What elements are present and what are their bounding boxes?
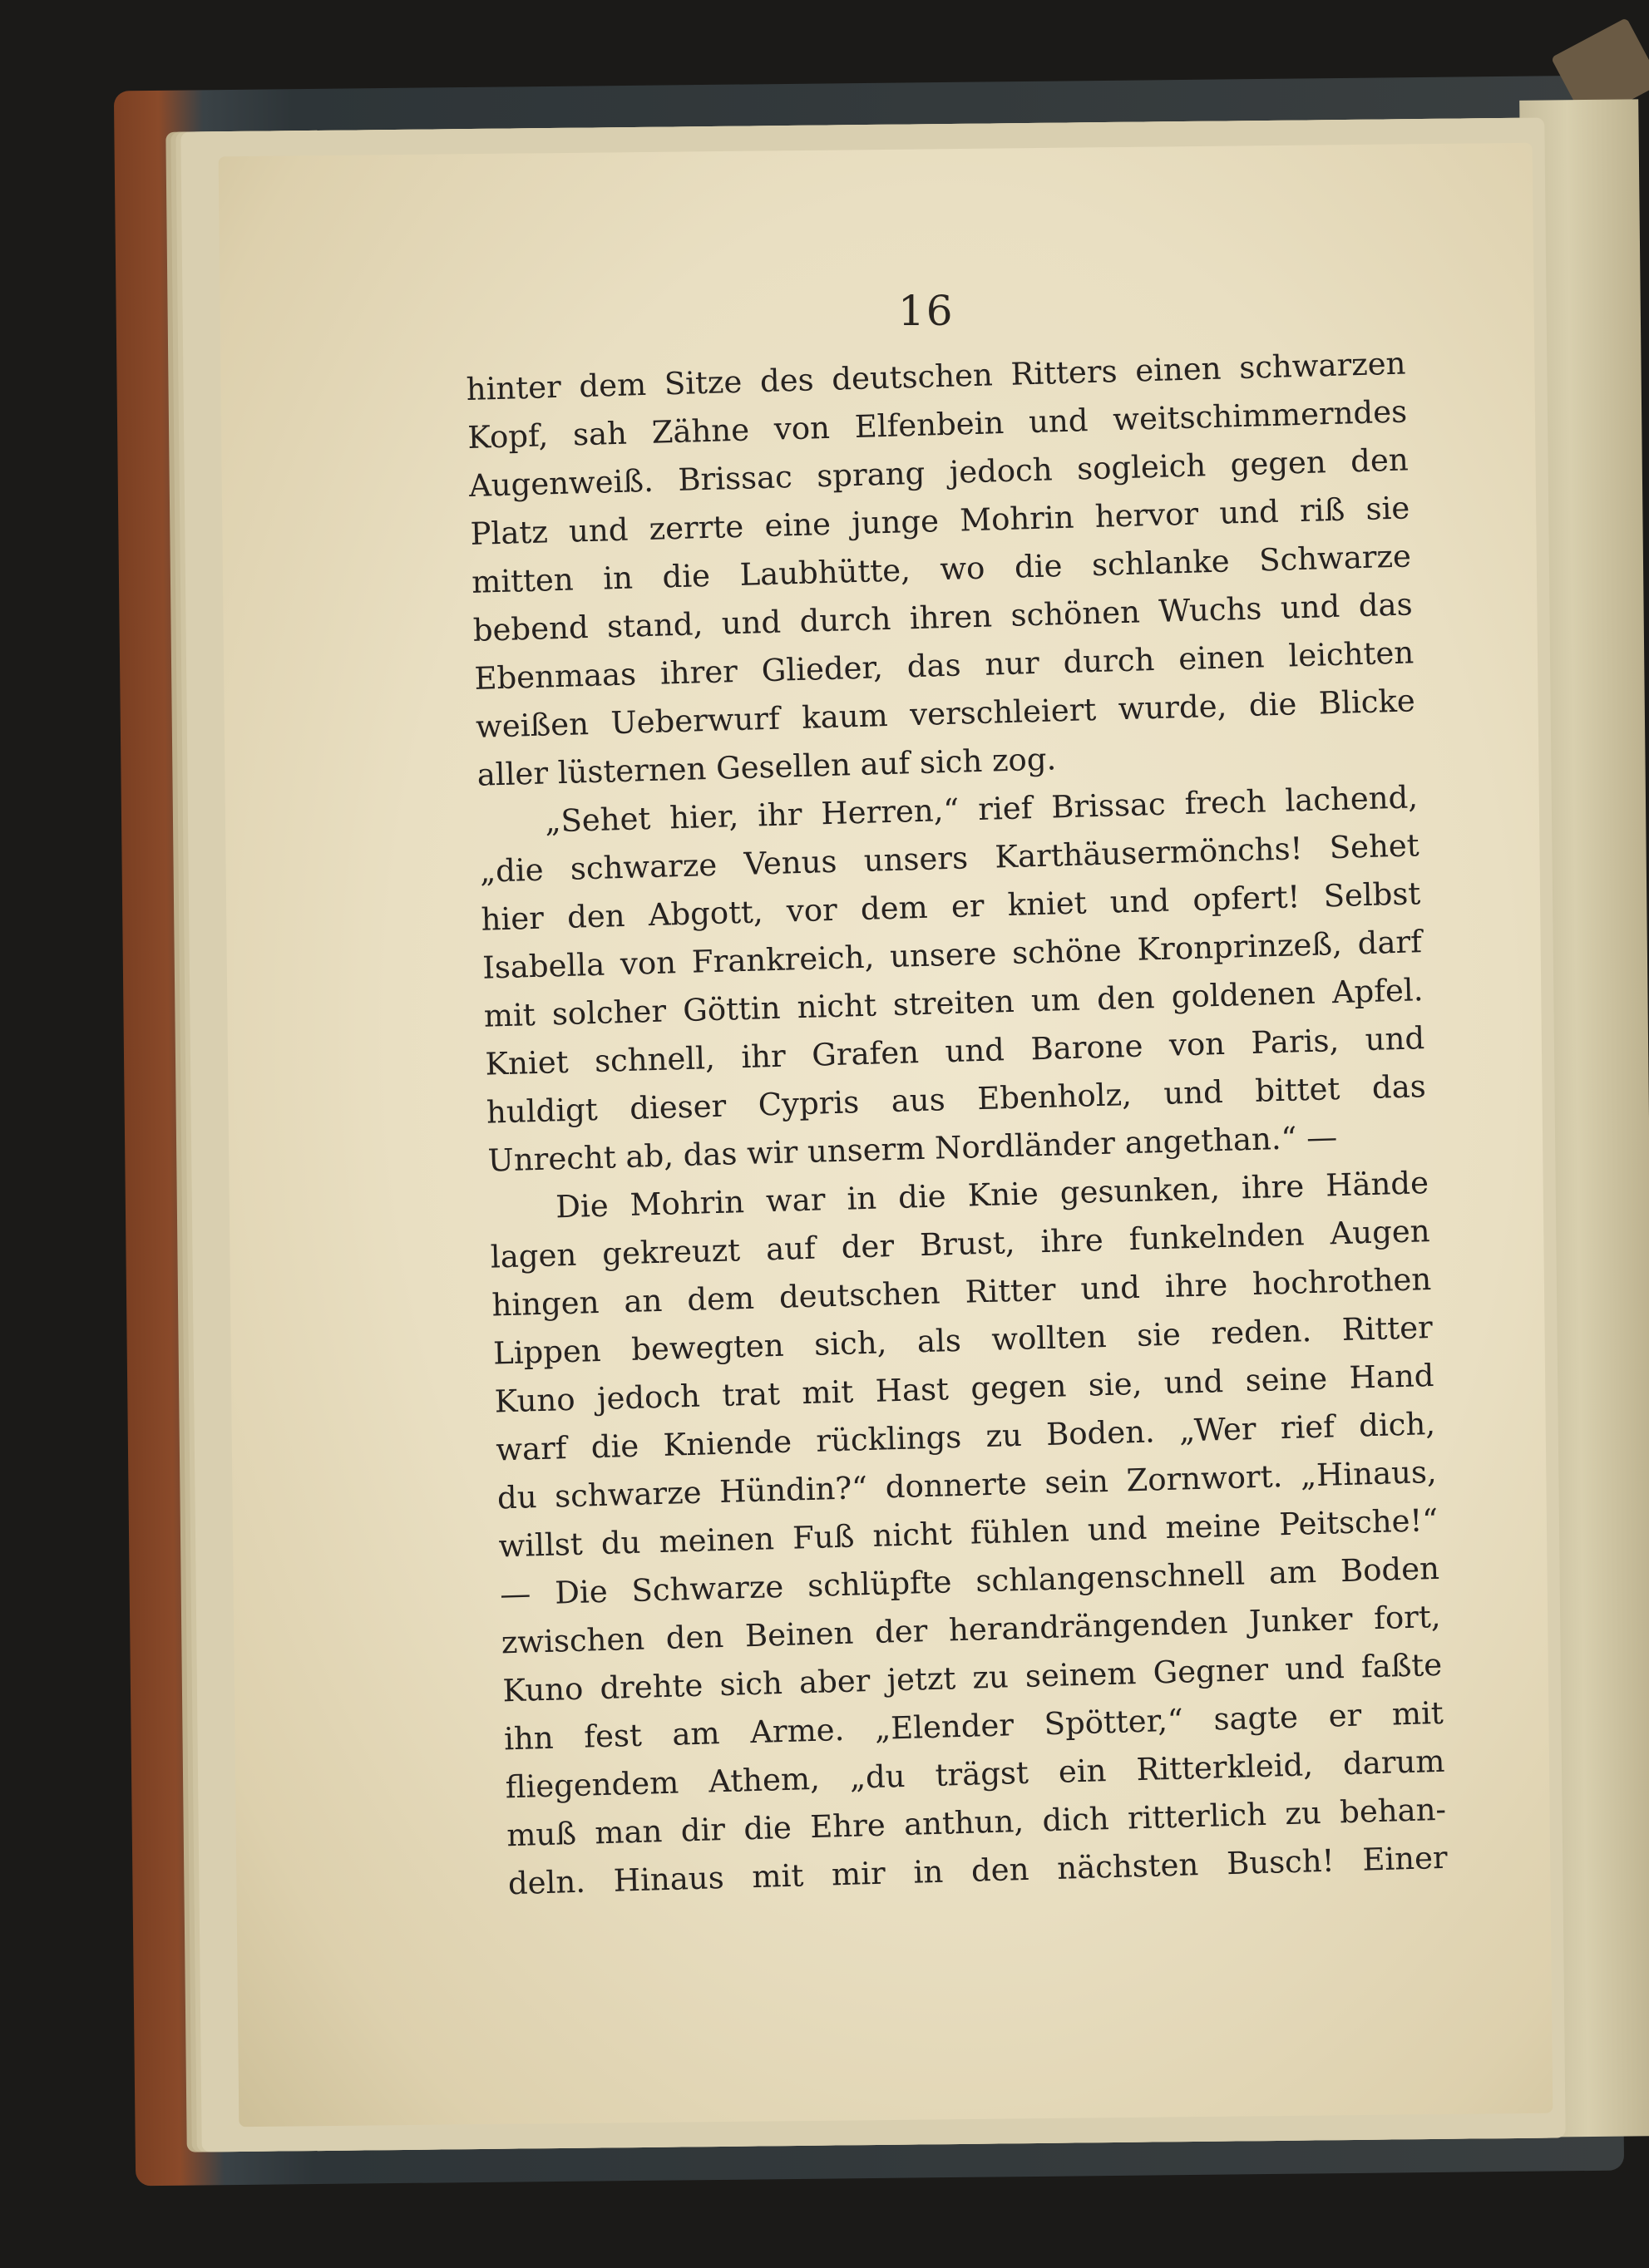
text-line: Ebenmaas ihrer Glieder, das nur durch einen leichten: [473, 634, 1414, 697]
text-line: weißen Ueberwurf kaum verschleiert wurde, die Blicke: [475, 683, 1416, 745]
text-line: mit solcher Göttin nicht streiten um den goldenen Apfel.: [483, 972, 1424, 1034]
text-line: lagen gekreuzt auf der Brust, ihre funkelnden Augen: [490, 1213, 1431, 1275]
text-line: „die schwarze Venus unsers Karthäusermönchs! Sehet: [479, 827, 1420, 890]
text-line: Lippen bewegten sich, als wollten sie reden. Ritter: [492, 1309, 1434, 1372]
text-line: hingen an dem deutschen Ritter und ihre hochrothen: [491, 1261, 1432, 1324]
text-line: ihn fest am Arme. „Elender Spötter,“ sagte er mit: [503, 1694, 1444, 1758]
text-line: willst du meinen Fuß nicht fühlen und meine Peitsche!“: [498, 1501, 1439, 1565]
text-line: Augenweiß. Brissac sprang jedoch sogleich gegen den: [468, 441, 1410, 504]
text-line: Unrecht ab, das wir unserm Nordländer angethan.“ —: [487, 1119, 1338, 1179]
text-line: aller lüsternen Gesellen auf sich zog.: [476, 741, 1057, 793]
text-line: Die Mohrin war in die Knie gesunken, ihre Hände: [555, 1165, 1429, 1225]
text-line: hinter dem Sitze des deutschen Ritters einen schwarzen: [466, 345, 1406, 407]
text-line: zwischen den Beinen der herandrängenden Junker fort,: [501, 1598, 1442, 1661]
text-line: deln. Hinaus mit mir in den nächsten Busch! Einer: [507, 1839, 1449, 1902]
text-line: Kuno jedoch trat mit Hast gegen sie, und seine Hand: [494, 1357, 1434, 1420]
text-line: „Sehet hier, ihr Herren,“ rief Brissac frech lachend,: [544, 779, 1419, 840]
text-line: mitten in die Laubhütte, wo die schlanke Schwarze: [471, 538, 1412, 600]
text-line: Kuno drehte sich aber jetzt zu seinem Gegner und faßte: [501, 1646, 1443, 1709]
page-text: [466, 339, 1448, 1908]
text-line: muß man dir die Ehre anthun, dich ritterlich zu behan-: [506, 1791, 1447, 1854]
text-line: bebend stand, und durch ihren schönen Wuchs und das: [472, 586, 1414, 648]
text-line: Platz und zerrte eine junge Mohrin hervor und riß sie: [470, 490, 1410, 552]
text-line: Isabella von Frankreich, unsere schöne Kronprinzeß, darf: [481, 924, 1423, 986]
text-line: warf die Kniende rücklings zu Boden. „Wer rief dich,: [495, 1405, 1436, 1468]
text-line: Kniet schnell, ihr Grafen und Barone von Paris, und: [484, 1020, 1425, 1082]
text-line: huldigt dieser Cypris aus Ebenholz, und bittet das: [486, 1068, 1427, 1131]
text-line: hier den Abgott, vor dem er kniet und opfert! Selbst: [481, 875, 1421, 938]
text-line: du schwarze Hündin?“ donnerte sein Zornwort. „Hinaus,: [496, 1453, 1438, 1516]
text-line: Kopf, sah Zähne von Elfenbein und weitschimmerndes: [467, 393, 1408, 456]
text-line: — Die Schwarze schlüpfte schlangenschnell am Boden: [499, 1550, 1440, 1613]
text-line: fliegendem Athem, „du trägst ein Ritterkleid, darum: [505, 1743, 1445, 1806]
page-number: 16: [898, 287, 955, 335]
